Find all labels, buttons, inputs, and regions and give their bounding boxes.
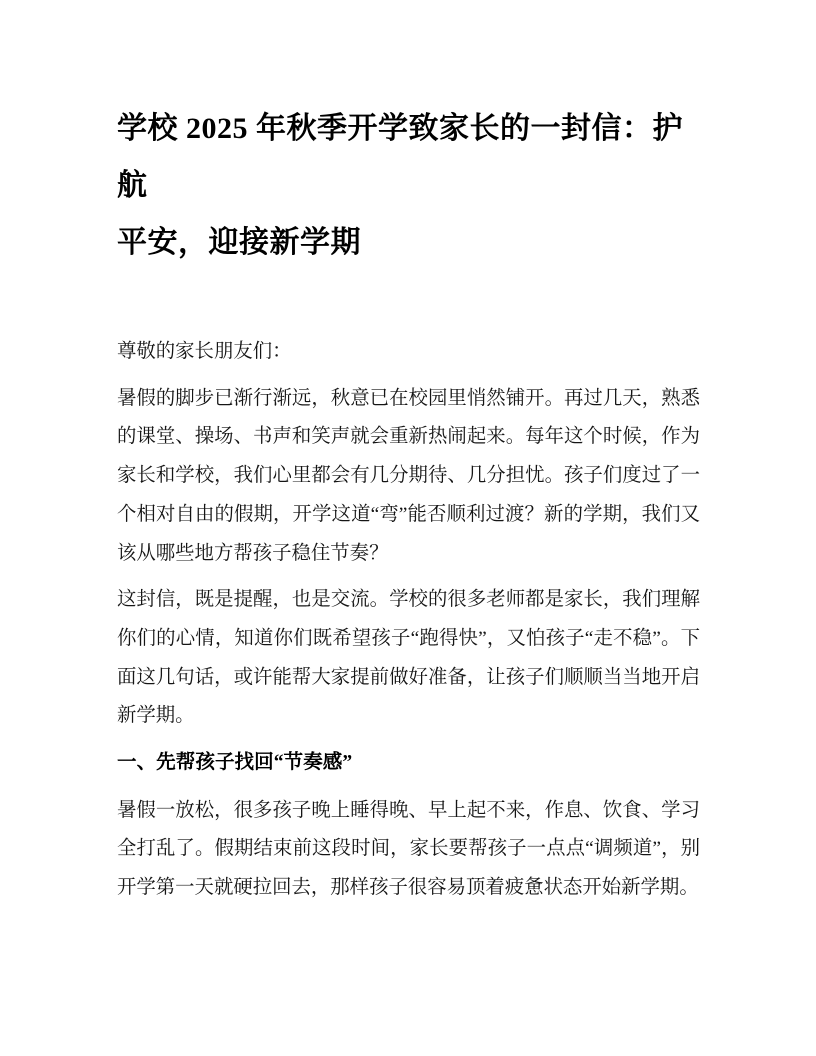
document-title <box>117 100 700 271</box>
intro-paragraph-1: 暑假的脚步已渐行渐远，秋意已在校园里悄然铺开。再过几天，熟悉的课堂、操场、书声和笑声就会重新热闹起来。每年这个时候，作为家长和学校，我们心里都会有几分期待、几分担忧。孩子们度过了一个相对自由的假期，开学这道“弯”能否顺利过渡？新的学期，我们又该从哪些地方帮孩子稳住节奏？ <box>117 387 700 564</box>
section-1-heading: 一、先帮孩子找回“节奏感” <box>117 752 353 774</box>
salutation: 尊敬的家长朋友们： <box>117 341 292 362</box>
document-title-line-2: 平安，迎接新学期 <box>117 226 361 259</box>
intro-paragraph-2: 这封信，既是提醒，也是交流。学校的很多老师都是家长，我们理解你们的心情，知道你们既希望孩子“跑得快”，又怕孩子“走不稳”。下面这几句话，或许能帮大家提前做好准备，让孩子们顺顺当当地开启新学期。 <box>117 589 700 727</box>
document-title-line-1: 学校 2025 年秋季开学致家长的一封信：护航 <box>117 112 683 202</box>
section-1-paragraph-1: 暑假一放松，很多孩子晚上睡得晚、早上起不来，作息、饮食、学习全打乱了。假期结束前这段时间，家长要帮孩子一点点“调频道”，别开学第一天就硬拉回去，那样孩子很容易顶着疲惫状态开始新学期。 <box>117 799 700 899</box>
